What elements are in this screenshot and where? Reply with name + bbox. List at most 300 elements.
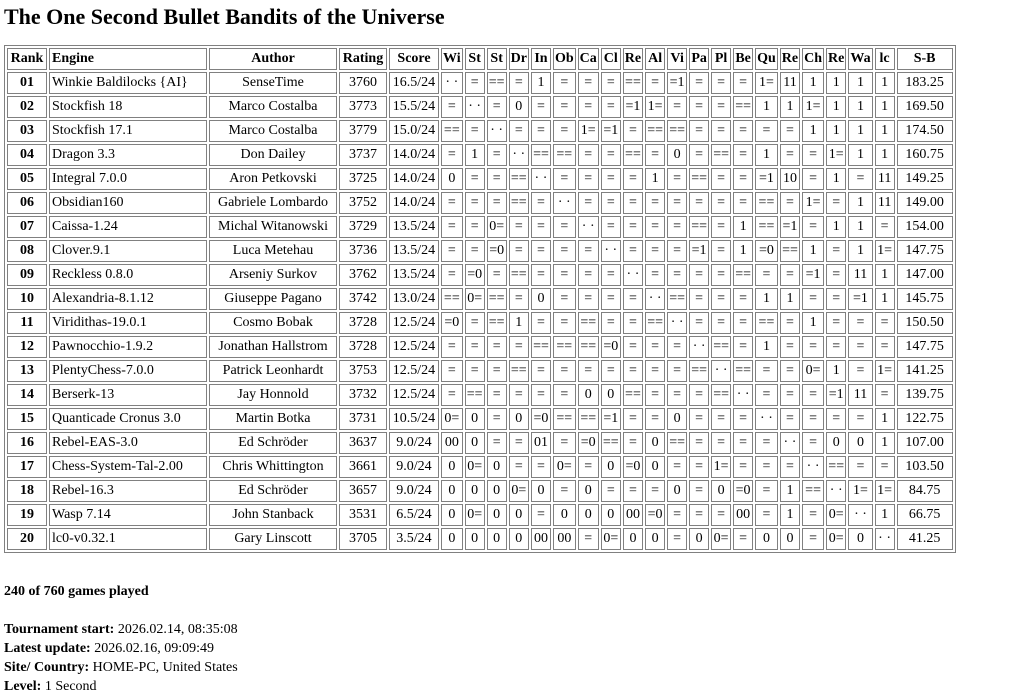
result-cell: ==: [623, 144, 643, 166]
rank-cell: 11: [7, 312, 47, 334]
result-cell: ==: [578, 312, 599, 334]
column-header: S-B: [897, 48, 953, 70]
result-cell: · ·: [875, 528, 895, 550]
result-cell: 0: [509, 408, 529, 430]
result-cell: =: [733, 168, 753, 190]
result-cell: =: [733, 120, 753, 142]
result-cell: =: [645, 192, 665, 214]
table-row: [7, 360, 953, 382]
table-row: [7, 384, 953, 406]
column-header: Re: [780, 48, 800, 70]
result-cell: =: [553, 264, 576, 286]
result-cell: ==: [711, 384, 731, 406]
result-cell: 0: [441, 456, 463, 478]
result-cell: =: [780, 408, 800, 430]
rank-cell: 06: [7, 192, 47, 214]
result-cell: =: [667, 360, 687, 382]
result-cell: =: [578, 96, 599, 118]
table-row: [7, 528, 953, 550]
result-cell: =: [848, 408, 872, 430]
rating-cell: 3531: [339, 504, 387, 526]
tournament-start: [4, 620, 238, 639]
result-cell: =: [711, 216, 731, 238]
result-cell: =: [802, 288, 824, 310]
result-cell: =: [780, 192, 800, 214]
score-cell: 14.0/24: [389, 192, 439, 214]
result-cell: ==: [755, 192, 778, 214]
result-cell: 1=: [875, 240, 895, 262]
column-header: Qu: [755, 48, 778, 70]
result-cell: 11: [780, 72, 800, 94]
result-cell: ==: [780, 240, 800, 262]
table-row: [7, 432, 953, 454]
result-cell: =: [531, 240, 551, 262]
result-cell: 0=: [601, 528, 621, 550]
result-cell: ==: [465, 384, 485, 406]
result-cell: 0: [509, 504, 529, 526]
result-cell: · ·: [645, 288, 665, 310]
result-cell: 0: [578, 480, 599, 502]
result-cell: =: [623, 360, 643, 382]
rating-cell: 3762: [339, 264, 387, 286]
result-cell: =: [465, 72, 485, 94]
result-cell: · ·: [802, 456, 824, 478]
result-cell: 11: [875, 168, 895, 190]
result-cell: 0=: [465, 504, 485, 526]
table-row: [7, 168, 953, 190]
site-country-label: Site/ Country:: [4, 660, 90, 675]
result-cell: =: [601, 192, 621, 214]
result-cell: =0: [733, 480, 753, 502]
score-cell: 6.5/24: [389, 504, 439, 526]
author-cell: Giuseppe Pagano: [209, 288, 337, 310]
engine-cell: Rebel-16.3: [49, 480, 207, 502]
rank-cell: 07: [7, 216, 47, 238]
result-cell: =: [465, 168, 485, 190]
result-cell: 0=: [553, 456, 576, 478]
result-cell: · ·: [667, 312, 687, 334]
result-cell: =: [689, 456, 709, 478]
result-cell: ==: [487, 288, 507, 310]
score-cell: 16.5/24: [389, 72, 439, 94]
result-cell: 0=: [711, 528, 731, 550]
column-header: Cl: [601, 48, 621, 70]
result-cell: =: [780, 336, 800, 358]
result-cell: =: [531, 120, 551, 142]
engine-cell: Viridithas-19.0.1: [49, 312, 207, 334]
result-cell: 0: [441, 504, 463, 526]
column-header: Wa: [848, 48, 872, 70]
rating-cell: 3742: [339, 288, 387, 310]
engine-cell: Chess-System-Tal-2.00: [49, 456, 207, 478]
result-cell: =: [601, 144, 621, 166]
table-row: [7, 144, 953, 166]
result-cell: 00: [623, 504, 643, 526]
result-cell: =: [623, 120, 643, 142]
result-cell: 1: [802, 312, 824, 334]
table-row: [7, 288, 953, 310]
rank-cell: 04: [7, 144, 47, 166]
result-cell: 1: [780, 480, 800, 502]
result-cell: 0: [578, 384, 599, 406]
score-cell: 15.5/24: [389, 96, 439, 118]
result-cell: ==: [509, 360, 529, 382]
result-cell: =: [441, 384, 463, 406]
result-cell: 0=: [826, 528, 846, 550]
result-cell: =: [553, 288, 576, 310]
result-cell: 0=: [487, 216, 507, 238]
result-cell: 1: [826, 360, 846, 382]
rank-cell: 18: [7, 480, 47, 502]
result-cell: =1: [601, 408, 621, 430]
result-cell: 11: [875, 192, 895, 214]
result-cell: 1: [875, 432, 895, 454]
engine-cell: Alexandria-8.1.12: [49, 288, 207, 310]
column-header: Rating: [339, 48, 387, 70]
result-cell: =: [733, 408, 753, 430]
result-cell: =: [755, 504, 778, 526]
result-cell: =0: [441, 312, 463, 334]
score-cell: 13.5/24: [389, 240, 439, 262]
result-cell: =1: [623, 96, 643, 118]
score-cell: 15.0/24: [389, 120, 439, 142]
rating-cell: 3729: [339, 216, 387, 238]
result-cell: 1: [509, 312, 529, 334]
result-cell: =: [465, 336, 485, 358]
rank-cell: 02: [7, 96, 47, 118]
rating-cell: 3732: [339, 384, 387, 406]
table-row: [7, 120, 953, 142]
author-cell: Don Dailey: [209, 144, 337, 166]
engine-cell: Obsidian160: [49, 192, 207, 214]
result-cell: 1=: [875, 360, 895, 382]
sb-cell: 141.25: [897, 360, 953, 382]
author-cell: Patrick Leonhardt: [209, 360, 337, 382]
result-cell: 1: [848, 240, 872, 262]
result-cell: ==: [689, 360, 709, 382]
author-cell: Jay Honnold: [209, 384, 337, 406]
sb-cell: 149.25: [897, 168, 953, 190]
result-cell: =: [733, 144, 753, 166]
result-cell: =: [780, 456, 800, 478]
engine-cell: Wasp 7.14: [49, 504, 207, 526]
result-cell: =: [826, 408, 846, 430]
result-cell: · ·: [780, 432, 800, 454]
rank-cell: 12: [7, 336, 47, 358]
rank-cell: 13: [7, 360, 47, 382]
result-cell: =: [733, 456, 753, 478]
result-cell: =: [711, 312, 731, 334]
result-cell: =: [623, 408, 643, 430]
latest-update-value: 2026.02.16, 09:09:49: [94, 641, 215, 656]
result-cell: =: [553, 432, 576, 454]
result-cell: 1: [826, 72, 846, 94]
level-value: 1 Second: [44, 679, 97, 694]
rating-cell: 3760: [339, 72, 387, 94]
result-cell: =: [553, 120, 576, 142]
result-cell: =: [623, 240, 643, 262]
result-cell: =: [531, 96, 551, 118]
result-cell: =: [487, 264, 507, 286]
column-header: Wi: [441, 48, 463, 70]
result-cell: =: [578, 360, 599, 382]
result-cell: ==: [733, 264, 753, 286]
score-cell: 12.5/24: [389, 360, 439, 382]
result-cell: =: [689, 384, 709, 406]
sb-cell: 154.00: [897, 216, 953, 238]
column-header: lc: [875, 48, 895, 70]
author-cell: Gabriele Lombardo: [209, 192, 337, 214]
result-cell: ==: [441, 288, 463, 310]
result-cell: =: [645, 360, 665, 382]
result-cell: =: [875, 336, 895, 358]
author-cell: Aron Petkovski: [209, 168, 337, 190]
score-cell: 10.5/24: [389, 408, 439, 430]
result-cell: · ·: [689, 336, 709, 358]
rating-cell: 3752: [339, 192, 387, 214]
result-cell: =: [667, 96, 687, 118]
table-row: [7, 216, 953, 238]
result-cell: =: [645, 72, 665, 94]
result-cell: ==: [667, 288, 687, 310]
tournament-start-label: Tournament start:: [4, 622, 115, 637]
result-cell: · ·: [733, 384, 753, 406]
result-cell: 1=: [848, 480, 872, 502]
result-cell: =: [509, 288, 529, 310]
column-header: Re: [623, 48, 643, 70]
result-cell: =: [848, 168, 872, 190]
result-cell: =: [689, 144, 709, 166]
score-cell: 13.5/24: [389, 264, 439, 286]
result-cell: 0: [531, 480, 551, 502]
author-cell: Ed Schröder: [209, 480, 337, 502]
result-cell: =: [553, 216, 576, 238]
result-cell: 1: [826, 168, 846, 190]
result-cell: · ·: [848, 504, 872, 526]
result-cell: ==: [553, 144, 576, 166]
result-cell: =: [689, 408, 709, 430]
result-cell: =: [601, 264, 621, 286]
result-cell: =: [601, 360, 621, 382]
engine-cell: Rebel-EAS-3.0: [49, 432, 207, 454]
sb-cell: 160.75: [897, 144, 953, 166]
result-cell: =: [645, 264, 665, 286]
result-cell: =: [711, 432, 731, 454]
rating-cell: 3731: [339, 408, 387, 430]
result-cell: =0: [531, 408, 551, 430]
result-cell: =: [578, 288, 599, 310]
result-cell: 1: [848, 192, 872, 214]
engine-cell: Berserk-13: [49, 384, 207, 406]
result-cell: 0: [441, 528, 463, 550]
rank-cell: 03: [7, 120, 47, 142]
rating-cell: 3737: [339, 144, 387, 166]
result-cell: =: [802, 432, 824, 454]
result-cell: =: [487, 432, 507, 454]
result-cell: =: [667, 192, 687, 214]
result-cell: =: [623, 480, 643, 502]
sb-cell: 174.50: [897, 120, 953, 142]
engine-cell: Integral 7.0.0: [49, 168, 207, 190]
result-cell: 1=: [755, 72, 778, 94]
result-cell: =: [780, 144, 800, 166]
result-cell: =: [578, 72, 599, 94]
result-cell: 0: [465, 432, 485, 454]
author-cell: Ed Schröder: [209, 432, 337, 454]
rating-cell: 3661: [339, 456, 387, 478]
result-cell: =: [578, 144, 599, 166]
result-cell: ==: [487, 312, 507, 334]
result-cell: =: [875, 384, 895, 406]
score-cell: 12.5/24: [389, 312, 439, 334]
result-cell: =: [689, 504, 709, 526]
result-cell: =: [645, 336, 665, 358]
result-cell: 1: [780, 504, 800, 526]
result-cell: =: [733, 528, 753, 550]
rating-cell: 3725: [339, 168, 387, 190]
result-cell: 0=: [802, 360, 824, 382]
result-cell: ==: [578, 408, 599, 430]
result-cell: =: [487, 192, 507, 214]
result-cell: =: [848, 336, 872, 358]
result-cell: 1: [802, 120, 824, 142]
engine-cell: Stockfish 18: [49, 96, 207, 118]
result-cell: =: [601, 96, 621, 118]
result-cell: =: [802, 384, 824, 406]
table-row: [7, 240, 953, 262]
result-cell: =: [441, 264, 463, 286]
result-cell: 1: [848, 120, 872, 142]
column-header: In: [531, 48, 551, 70]
sb-cell: 41.25: [897, 528, 953, 550]
result-cell: 0: [667, 408, 687, 430]
author-cell: Marco Costalba: [209, 96, 337, 118]
table-row: [7, 96, 953, 118]
result-cell: =: [802, 336, 824, 358]
result-cell: 0: [487, 504, 507, 526]
result-cell: 0=: [509, 480, 529, 502]
result-cell: =: [509, 384, 529, 406]
result-cell: · ·: [623, 264, 643, 286]
result-cell: ==: [623, 72, 643, 94]
result-cell: =: [465, 360, 485, 382]
result-cell: =0: [623, 456, 643, 478]
result-cell: =: [487, 168, 507, 190]
result-cell: · ·: [509, 144, 529, 166]
result-cell: ==: [755, 312, 778, 334]
result-cell: =: [667, 504, 687, 526]
result-cell: · ·: [711, 360, 731, 382]
result-cell: =: [733, 288, 753, 310]
result-cell: ==: [487, 72, 507, 94]
table-row: [7, 456, 953, 478]
result-cell: =1: [601, 120, 621, 142]
result-cell: =: [755, 456, 778, 478]
result-cell: =: [465, 120, 485, 142]
result-cell: · ·: [487, 120, 507, 142]
result-cell: · ·: [578, 216, 599, 238]
result-cell: =: [487, 336, 507, 358]
result-cell: 0: [553, 504, 576, 526]
result-cell: ==: [601, 432, 621, 454]
tournament-start-value: 2026.02.14, 08:35:08: [117, 622, 238, 637]
result-cell: 01: [531, 432, 551, 454]
result-cell: =: [578, 528, 599, 550]
column-header: St: [465, 48, 485, 70]
engine-cell: Quanticade Cronus 3.0: [49, 408, 207, 430]
result-cell: =: [553, 168, 576, 190]
result-cell: =: [755, 480, 778, 502]
author-cell: Marco Costalba: [209, 120, 337, 142]
result-cell: =: [553, 480, 576, 502]
result-cell: =: [441, 360, 463, 382]
result-cell: =: [711, 240, 731, 262]
result-cell: 0: [509, 528, 529, 550]
rank-cell: 17: [7, 456, 47, 478]
result-cell: ==: [509, 168, 529, 190]
result-cell: =1: [848, 288, 872, 310]
result-cell: 1: [733, 216, 753, 238]
result-cell: 0=: [465, 456, 485, 478]
result-cell: 10: [780, 168, 800, 190]
result-cell: =0: [601, 336, 621, 358]
result-cell: · ·: [465, 96, 485, 118]
column-header: Dr: [509, 48, 529, 70]
author-cell: Cosmo Bobak: [209, 312, 337, 334]
rating-cell: 3705: [339, 528, 387, 550]
result-cell: 1: [733, 240, 753, 262]
result-cell: =: [553, 96, 576, 118]
result-cell: 0: [487, 456, 507, 478]
sb-cell: 183.25: [897, 72, 953, 94]
result-cell: 0: [578, 504, 599, 526]
result-cell: =0: [578, 432, 599, 454]
result-cell: =: [689, 288, 709, 310]
rating-cell: 3773: [339, 96, 387, 118]
result-cell: =: [667, 528, 687, 550]
column-header: Ob: [553, 48, 576, 70]
result-cell: =: [875, 312, 895, 334]
result-cell: =: [826, 336, 846, 358]
result-cell: =: [578, 264, 599, 286]
result-cell: ==: [711, 336, 731, 358]
column-header: Pa: [689, 48, 709, 70]
result-cell: · ·: [531, 168, 551, 190]
result-cell: ==: [623, 384, 643, 406]
result-cell: =: [711, 504, 731, 526]
result-cell: =: [531, 384, 551, 406]
result-cell: 00: [733, 504, 753, 526]
engine-cell: Reckless 0.8.0: [49, 264, 207, 286]
author-cell: Gary Linscott: [209, 528, 337, 550]
result-cell: 1: [848, 72, 872, 94]
rating-cell: 3779: [339, 120, 387, 142]
result-cell: 0: [441, 480, 463, 502]
result-cell: =: [711, 264, 731, 286]
result-cell: =: [826, 312, 846, 334]
rating-cell: 3637: [339, 432, 387, 454]
result-cell: 0: [667, 144, 687, 166]
result-cell: =: [802, 504, 824, 526]
result-cell: =: [689, 120, 709, 142]
result-cell: =: [487, 360, 507, 382]
result-cell: =: [802, 168, 824, 190]
rank-cell: 05: [7, 168, 47, 190]
result-cell: =: [531, 504, 551, 526]
result-cell: =: [578, 168, 599, 190]
result-cell: 0: [623, 528, 643, 550]
level: [4, 677, 97, 696]
